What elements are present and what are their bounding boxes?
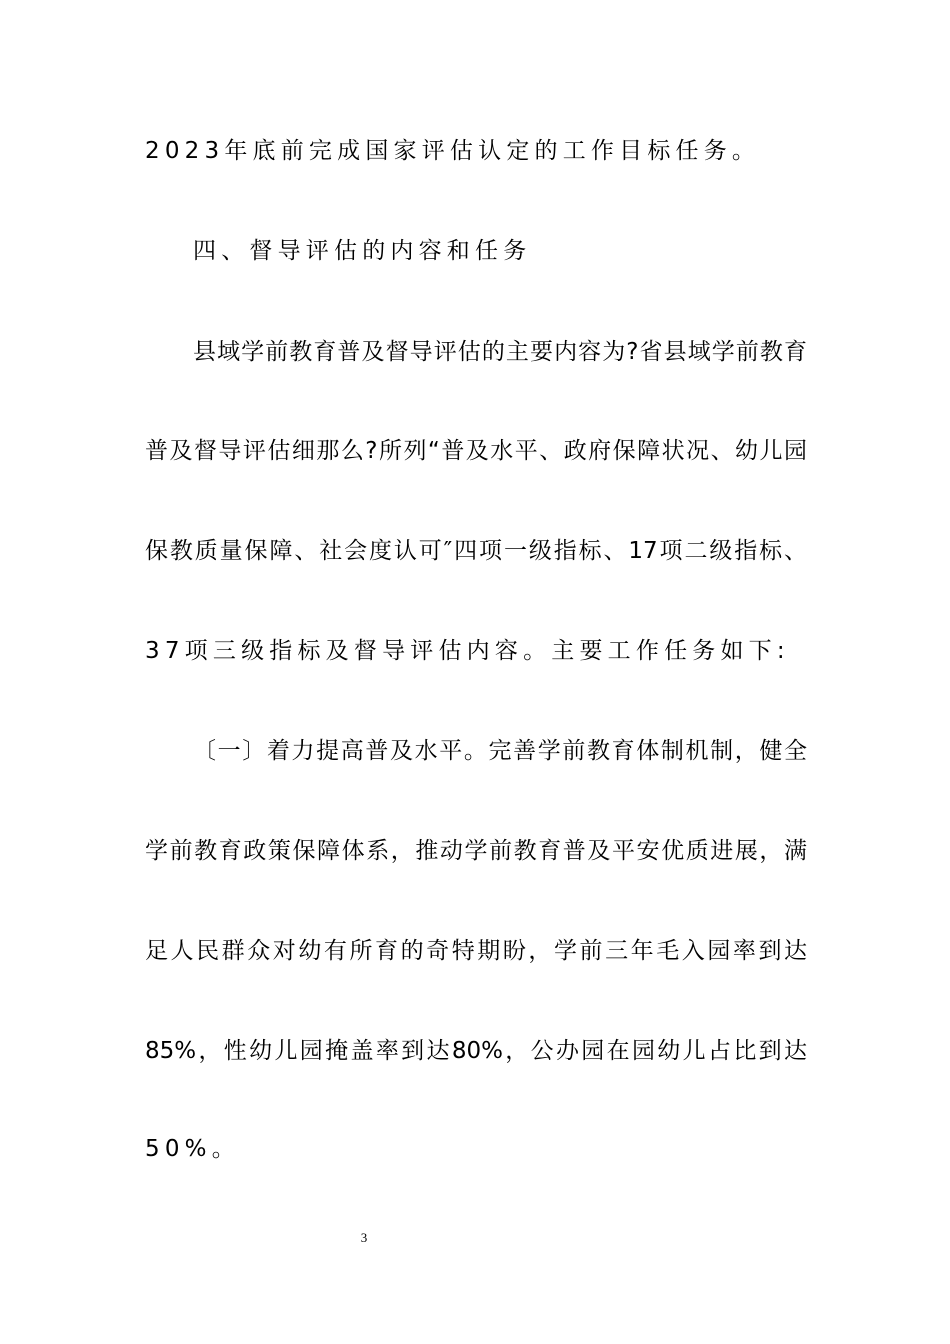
paragraph-line-7: 〔一〕着力提高普及水平。完善学前教育体制机制，健全 [193, 738, 807, 764]
paragraph-line-6: 37项三级指标及督导评估内容。主要工作任务如下: [145, 638, 790, 664]
paragraph-line-4: 普及督导评估细那么?所列“普及水平、政府保障状况、幼儿园 [145, 438, 807, 464]
paragraph-line-5: 保教质量保障、社会度认可″四项一级指标、17项二级指标、 [145, 538, 807, 564]
paragraph-line-10: 85%，性幼儿园掩盖率到达80%，公办园在园幼儿占比到达 [145, 1038, 807, 1064]
page-number: 3 [360, 1230, 368, 1245]
paragraph-line-1: 2023年底前完成国家评估认定的工作目标任务。 [145, 138, 761, 164]
paragraph-line-3: 县域学前教育普及督导评估的主要内容为?省县域学前教育 [193, 339, 807, 365]
paragraph-line-9: 足人民群众对幼有所育的奇特期盼，学前三年毛入园率到达 [145, 938, 807, 964]
paragraph-line-8: 学前教育政策保障体系，推动学前教育普及平安优质进展，满 [145, 838, 807, 864]
section-heading: 四、督导评估的内容和任务 [193, 238, 532, 264]
paragraph-line-11: 50%。 [145, 1136, 240, 1162]
